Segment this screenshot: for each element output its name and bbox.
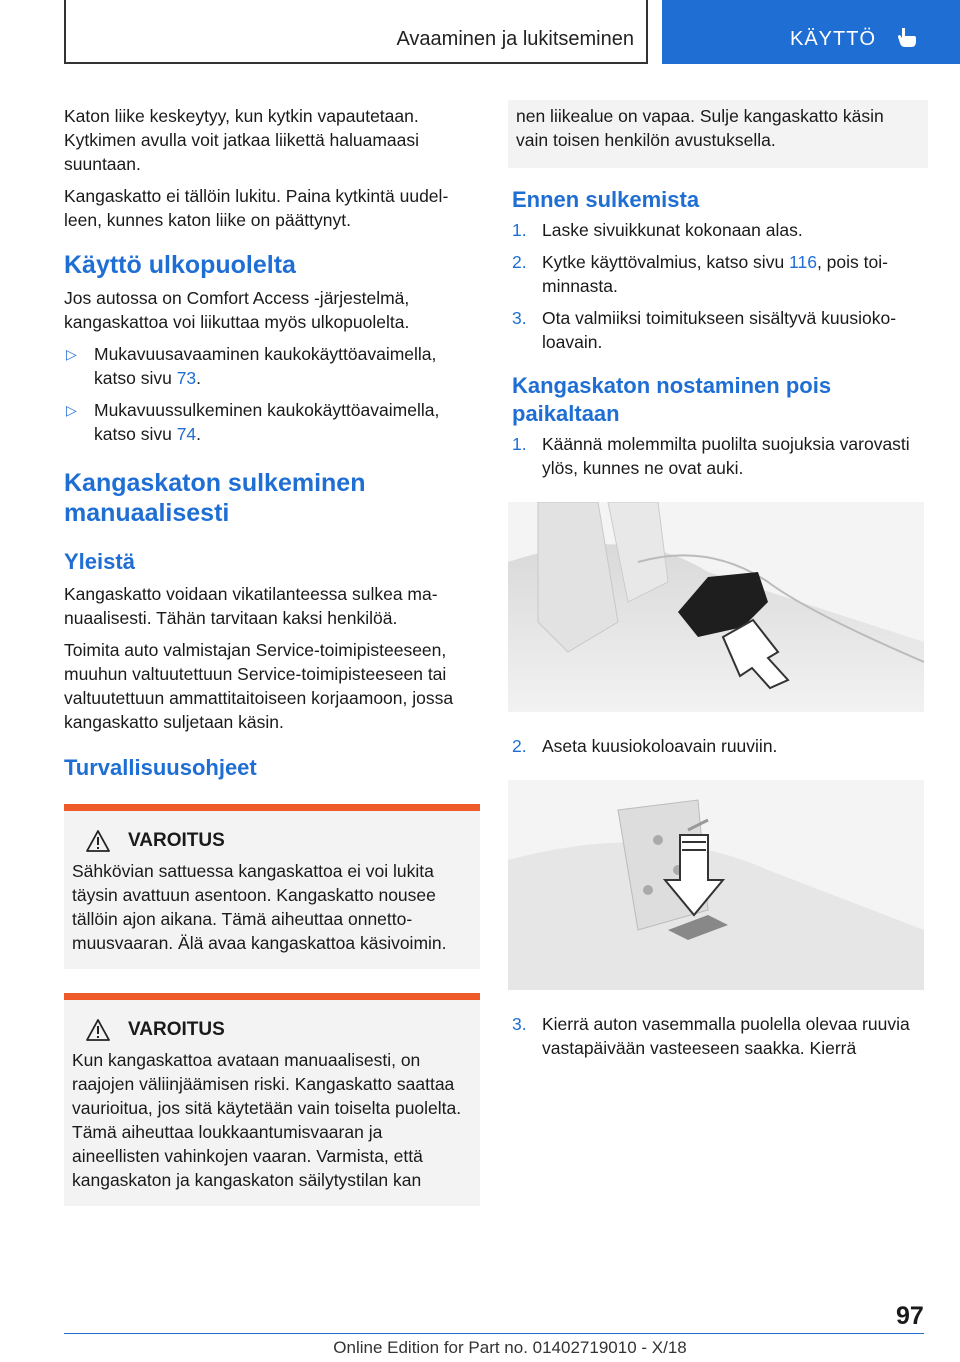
list-item: 2. Kytke käyttövalmius, katso sivu 116, pois toiminnasta. (512, 252, 888, 296)
page-link[interactable]: 73 (176, 368, 197, 388)
triangle-bullet-icon: ▷ (66, 402, 77, 418)
heading-safety: Turvallisuusohjeet (64, 755, 257, 780)
warning-triangle-icon (86, 830, 110, 852)
page-link[interactable]: 116 (789, 252, 817, 272)
list-item: 3. Kierrä auton vasemmalla puolella olevaa ruuvia vastapäivään vasteeseen saakka. Kierrä (512, 1014, 910, 1058)
paragraph: Kangaskatto ei tällöin lukitu. Paina kytkintä uudelleen, kunnes katon liike on päättynyt. (64, 186, 449, 230)
warning-continuation (508, 100, 928, 168)
chapter-title: Avaaminen ja lukitseminen (396, 28, 634, 50)
numbered-list (512, 1012, 928, 1060)
heading-general: Yleistä (64, 549, 135, 574)
list-item: 1. Käännä molemmilta puolilta suojuksia varovasti ylös, kunnes ne ovat auki. (512, 434, 910, 478)
warning-text: Kun kangaskattoa avataan manuaalisesti, on raajojen väliinjäämisen riski. Kangaskatto saattaa vaurioitua, jos sitä käytetään vain toiselta puolelta. Tämä aiheuttaa loukkaantumisvaaran ja aineellisten vahinkojen vaaran. Varmista, että kangaskaton ja kangaskaton säilytystilan kan (72, 1050, 462, 1190)
list-item: ▷ Mukavuusavaaminen kaukokäyttöavaimella, katso sivu 73. (66, 344, 437, 388)
left-column (64, 104, 480, 1230)
list-item: 1. Laske sivuikkunat kokonaan alas. (512, 220, 803, 240)
numbered-list (512, 734, 928, 758)
illustration-cover-flap (508, 502, 924, 712)
heading-before-closing: Ennen sulkemista (512, 187, 700, 212)
footer-divider (64, 1333, 924, 1334)
warning-triangle-icon (86, 1019, 110, 1041)
paragraph: Toimita auto valmistajan Service-toimipisteeseen, muuhun valtuutettuun Service-toimipisteeseen tai valtuutettuun ammattitaitoiseen korjaamoon, jossa kangaskatto suljetaan käsin. (64, 640, 454, 732)
paragraph: nen liikealue on vapaa. Sulje kangaskatto käsin vain toisen henkilön avustuksella. (516, 106, 884, 150)
numbered-list (512, 218, 928, 354)
list-item: 3. Ota valmiiksi toimitukseen sisältyvä kuusiokoloavain. (512, 308, 897, 352)
warning-box (64, 993, 480, 1206)
heading-outside-operation: Käyttö ulkopuolelta (64, 251, 296, 279)
list-item: 2. Aseta kuusiokoloavain ruuviin. (512, 736, 778, 756)
paragraph: Jos autossa on Comfort Access -järjestelmä, kangaskattoa voi liikuttaa myös ulkopuolelta. (64, 288, 410, 332)
warning-label: VAROITUS (128, 830, 225, 851)
illustration-hex-key (508, 780, 924, 990)
heading-lift-roof: Kangaskaton nostaminen pois paikaltaan (512, 373, 832, 426)
pointing-hand-icon (896, 26, 918, 48)
bullet-list (64, 342, 480, 446)
warning-box (64, 804, 480, 969)
header-chapter-box (64, 0, 648, 64)
triangle-bullet-icon: ▷ (66, 346, 77, 362)
numbered-list (512, 432, 928, 480)
heading-manual-closing: Kangaskaton sulkeminen manuaalisesti (64, 469, 366, 527)
page-link[interactable]: 74 (176, 424, 197, 444)
warning-label: VAROITUS (128, 1019, 225, 1040)
warning-text: Sähkövian sattuessa kangaskattoa ei voi lukita täysin avattuun asentoon. Kangaskatto nousee tällöin ajon aikana. Tämä aiheuttaa onnettomuusvaaran. Älä avaa kangaskattoa käsivoimin. (72, 861, 447, 953)
paragraph: Katon liike keskeytyy, kun kytkin vapautetaan. Kytkimen avulla voit jatkaa liikettä haluamaasi suuntaan. (64, 106, 420, 174)
section-title: KÄYTTÖ (790, 28, 877, 50)
list-item: ▷ Mukavuussulkeminen kaukokäyttöavaimella, katso sivu 74. (66, 400, 440, 444)
page-number: 97 (896, 1302, 924, 1330)
footer-edition: Online Edition for Part no. 01402719010 - X/18 (333, 1338, 687, 1357)
paragraph: Kangaskatto voidaan vikatilanteessa sulkea manuaalisesti. Tähän tarvitaan kaksi henkilöä. (64, 584, 438, 628)
right-column (512, 104, 928, 1068)
header-section-box (662, 0, 960, 64)
